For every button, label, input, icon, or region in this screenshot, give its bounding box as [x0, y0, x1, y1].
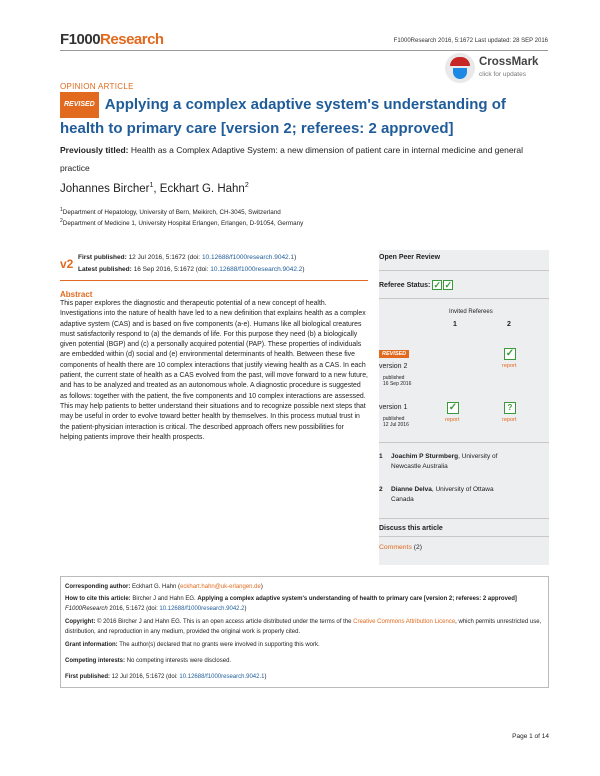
referee-col-2: 2: [507, 321, 511, 328]
affiliation-1: $^1$Department of Hepatology, University of Bern, Meikirch, CH-3045, Switzerland: [60, 207, 281, 217]
article-type: OPINION ARTICLE: [60, 82, 134, 91]
first-doi-link[interactable]: 10.12688/f1000research.9042.1: [201, 254, 295, 261]
v2-published: published: [383, 375, 405, 381]
license-link[interactable]: Creative Commons Attribution Licence: [353, 619, 456, 625]
crossmark-icon: [445, 53, 475, 83]
revised-badge: REVISED: [60, 92, 99, 118]
question-icon: ?: [504, 402, 516, 414]
footer-first-published: First published: 12 Jul 2016, 5:1672 (doi: 10.12688/f1000research.9042.1): [65, 674, 267, 680]
affiliation-2: $^2$Department of Medicine 1, University Hospital Erlangen, Erlangen, D-91054, Germany: [60, 218, 304, 228]
report-link[interactable]: report: [445, 417, 460, 423]
abstract-heading: Abstract: [60, 290, 93, 299]
peer-review-panel: [379, 250, 549, 565]
discuss-heading: Discuss this article: [379, 525, 443, 532]
referee-col-1: 1: [453, 321, 457, 328]
corresponding-author: Corresponding author: Eckhart G. Hahn (eckhart.hahn@uk-erlangen.de): [65, 584, 263, 590]
approved-check-icon: ✓: [444, 280, 453, 290]
journal-logo: F1000Research: [60, 31, 164, 48]
comments-link[interactable]: Comments (2): [379, 544, 423, 551]
open-peer-review-heading: Open Peer Review: [379, 254, 441, 261]
approved-check-icon: ✓: [448, 402, 458, 413]
page-number: Page 1 of 14: [512, 733, 549, 740]
abstract-text: This paper explores the diagnostic and therapeutic potential of a new concept of health. Investigations into the nature of health have led to a new definition that explains health as a complex adaptive system (CAS) and is based on five components (a-e). Humans like all biological creatures must satisfactorily respond to (a) the demands of life. For this purpose they need (b) a biologically given potential (BGP) and (c) a personally acquired potential (PAP). These properties of individuals are embedded within (d) social and (e) environmental determinants of health. Between these five components of health there are 10 complex interactions that justify viewing health as a CAS. In each patient, the current state of health as a CAS evolved from the past, will move forward to a new future, and has to be analyzed and treated as an autonomous whole. A diagnostic procedure is suggested as follows: together with the patient, the five components and 10 complex interactions are assessed. This may help patients to better understand their situations and to recognize possible next steps that may be useful in order to evolve toward better health by themselves. In this process mutual trust in the patient-physician interaction is critical. The described approach offers new possibilities for helping patients improve their health prospects.: [60, 300, 368, 441]
how-to-cite: How to cite this article: Bircher J and Hahn EG. Applying a complex adaptive system's understanding of health to primary care [version 2; referees: 2 approved] F1000Research 2016, 5:1672 (doi: 10.12688/f1000research.9042.2): [65, 596, 517, 612]
v1-published: published: [383, 416, 405, 422]
referee-1: 1 Joachim P Sturmberg, University of Newcastle Australia: [379, 453, 498, 470]
crossmark-button[interactable]: [445, 53, 548, 83]
cite-doi-link[interactable]: 10.12688/f1000research.9042.2: [159, 605, 245, 612]
crossmark-label: CrossMark: [479, 56, 539, 68]
approved-check-icon: ✓: [433, 280, 442, 290]
crossmark-sub: click for updates: [479, 71, 526, 78]
v2-date: 16 Sep 2016: [383, 381, 412, 387]
version-2-link[interactable]: version 2: [379, 363, 408, 370]
footer-doi-link[interactable]: 10.12688/f1000research.9042.1: [179, 674, 265, 680]
authors: Johannes Bircher$^1$, Eckhart G. Hahn$^2$: [60, 182, 249, 195]
referee-2: 2 Dianne Delva, University of Ottawa Canada: [379, 486, 494, 503]
v1-date: 12 Jul 2016: [383, 422, 409, 428]
report-link[interactable]: report: [502, 363, 517, 369]
grant-information: Grant information: The author(s) declared that no grants were involved in supporting this work.: [65, 642, 320, 648]
latest-published: Latest published: 16 Sep 2016, 5:1672 (doi: 10.12688/f1000research.9042.2): [78, 266, 305, 273]
revised-badge-small: REVISED: [379, 350, 409, 358]
article-info-box: [60, 576, 549, 688]
approved-check-icon: ✓: [505, 348, 515, 359]
author-1[interactable]: Johannes Bircher: [60, 182, 150, 195]
copyright: Copyright: © 2016 Bircher J and Hahn EG. This is an open access article distributed under the terms of the Creative Commons Attribution Licence, which permits unrestricted use, distribution, and reproduction in any medium, provided the original work is properly cited.: [65, 619, 542, 635]
article-title: REVISED Applying a complex adaptive system's understanding of health to primary care [version 2; referees: 2 approved]: [60, 92, 550, 140]
version-label: v2: [60, 257, 74, 271]
competing-interests: Competing interests: No competing interests were disclosed.: [65, 658, 232, 664]
running-head: F1000Research 2016, 5:1672 Last updated: 28 SEP 2016: [393, 38, 548, 44]
abstract-divider: [60, 280, 368, 281]
author-2[interactable]: Eckhart G. Hahn: [159, 182, 245, 195]
first-published: First published: 12 Jul 2016, 5:1672 (doi: 10.12688/f1000research.9042.1): [78, 254, 297, 261]
invited-referees-label: Invited Referees: [449, 309, 493, 315]
report-link[interactable]: report: [502, 417, 517, 423]
referee-status: Referee Status: ✓ ✓: [379, 280, 453, 290]
latest-doi-link[interactable]: 10.12688/f1000research.9042.2: [210, 266, 303, 273]
email-link[interactable]: eckhart.hahn@uk-erlangen.de: [180, 584, 261, 590]
header-divider: [60, 50, 548, 51]
previous-title: Previously titled: Health as a Complex Adaptive System: a new dimension of patient care in internal medicine and general practice: [60, 145, 524, 173]
version-1-link[interactable]: version 1: [379, 404, 408, 411]
